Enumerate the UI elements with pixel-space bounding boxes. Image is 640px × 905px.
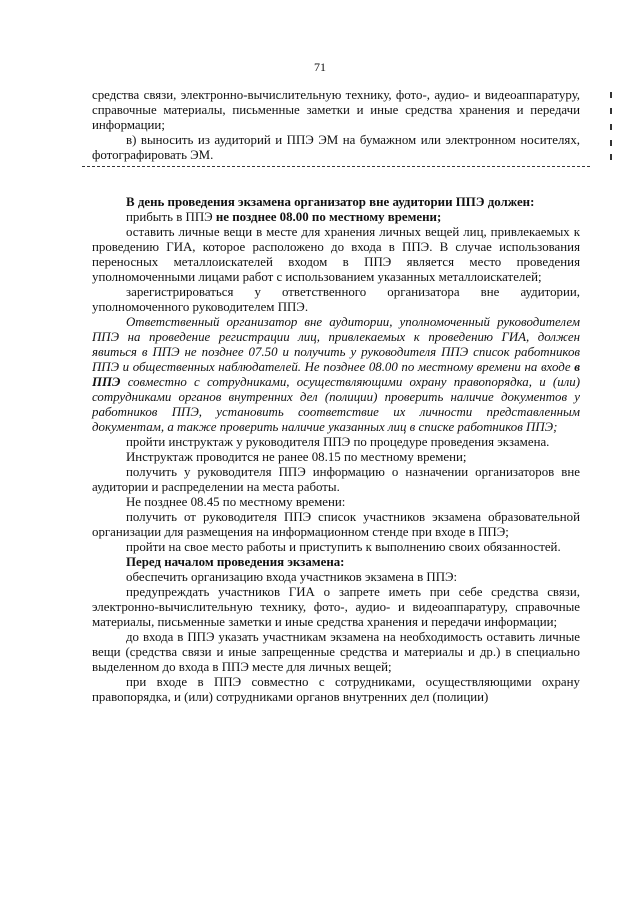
paragraph: оставить личные вещи в месте для хранения личных вещей лиц, привлекаемых к проведению ГИА, которое расположено до входа в ППЭ. В случае использования переносных металлоискателей входом в ППЭ является место проведения уполномоченными лицами работ с использованием указанных металлоискателей; (92, 225, 580, 284)
margin-marker (610, 154, 612, 160)
quoted-block (92, 88, 580, 163)
paragraph: средства связи, электронно-вычислительную технику, фото-, аудио- и видеоаппаратуру, справочные материалы, письменные заметки и иные средства хранения и передачи информации; (92, 88, 580, 132)
paragraph: Не позднее 08.45 по местному времени: (126, 495, 346, 509)
margin-marker (610, 124, 612, 130)
paragraph: при входе в ППЭ совместно с сотрудниками, осуществляющими охрану правопорядка, и (или) сотрудниками органов внутренних дел (полиции) (92, 675, 580, 704)
document-body (92, 88, 580, 705)
paragraph: прибыть в ППЭ не позднее 08.00 по местному времени; (126, 210, 442, 224)
paragraph: обеспечить организацию входа участников экзамена в ППЭ: (126, 570, 458, 584)
paragraph: получить у руководителя ППЭ информацию о назначении организаторов вне аудитории и распределении на места работы. (92, 465, 580, 494)
section-heading: Перед началом проведения экзамена: (126, 555, 345, 569)
paragraph: в) выносить из аудиторий и ППЭ ЭМ на бумажном или электронном носителях, фотографировать ЭМ. (92, 133, 580, 162)
paragraph: предупреждать участников ГИА о запрете иметь при себе средства связи, электронно-вычислительную технику, фото-, аудио- и видеоаппаратуру, справочные материалы, письменные заметки и иные средства хранения и передачи информации; (92, 585, 580, 629)
paragraph: до входа в ППЭ указать участникам экзамена на необходимость оставить личные вещи (средства связи и иные запрещенные средства и материалы и др.) в специально выделенном до входа в ППЭ месте для личных вещей; (92, 630, 580, 674)
page-number: 71 (314, 60, 326, 74)
section-heading: В день проведения экзамена организатор вне аудитории ППЭ должен: (126, 195, 535, 209)
margin-marker (610, 108, 612, 114)
paragraph: пройти на свое место работы и приступить к выполнению своих обязанностей. (126, 540, 561, 554)
margin-marker (610, 92, 612, 98)
paragraph: Инструктаж проводится не ранее 08.15 по местному времени; (126, 450, 467, 464)
paragraph: получить от руководителя ППЭ список участников экзамена образовательной организации для размещения на информационном стенде при входе в ППЭ; (92, 510, 580, 539)
italic-note: Ответственный организатор вне аудитории, уполномоченный руководителем ППЭ на проведение регистрации лиц, привлекаемых к проведению ГИА, должен явиться в ППЭ не позднее 07.50 и получить у руководителя ППЭ список работников ППЭ и общественных наблюдателей. Не позднее 08.00 по местному времени на входе в ППЭ совместно с сотрудниками, осуществляющими охрану правопорядка, и (или) сотрудниками органов внутренних дел (полиции) проверить наличие документов у работников ППЭ, установить соответствие их личности представленным документам, а также проверить наличие указанных лиц в списке работников ППЭ; (92, 315, 580, 434)
margin-marker (610, 140, 612, 146)
paragraph: пройти инструктаж у руководителя ППЭ по процедуре проведения экзамена. (126, 435, 550, 449)
paragraph: зарегистрироваться у ответственного организатора вне аудитории, уполномоченного руководителем ППЭ. (92, 285, 580, 314)
dashed-separator (82, 166, 590, 167)
